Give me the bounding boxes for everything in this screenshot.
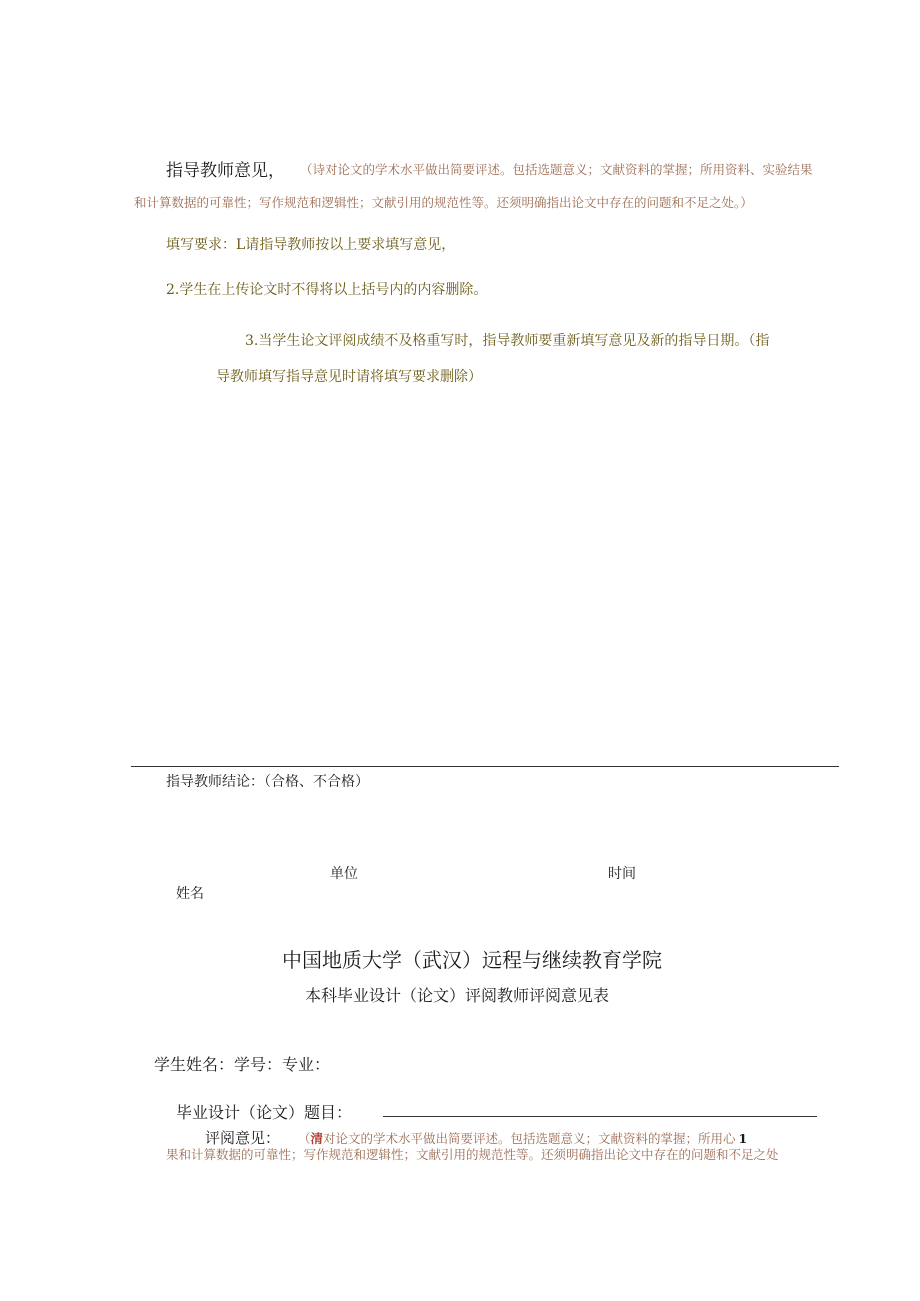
- thesis-title-underline: [383, 1116, 817, 1117]
- advisor-conclusion: 指导教师结论：（合格、不合格）: [166, 774, 369, 790]
- review-note-open-paren: （: [298, 1131, 311, 1146]
- review-note-line-1-text: 对论文的学术水平做出简要评述。包括选题意义；文献资料的掌握；所用心: [323, 1131, 736, 1146]
- review-form-subtitle: 本科毕业设计（论文）评阅教师评阅意见表: [305, 986, 610, 1005]
- advisor-note-line-2: 和计算数据的可靠性；写作规范和逻辑性；文献引用的规范性等。还须明确指出论文中存在的问题和不足之处。）: [134, 195, 753, 210]
- review-note-accent-char: 清: [310, 1131, 324, 1146]
- fill-requirement-3-line-2: 导教师填写指导意见时请将填写要求删除）: [216, 369, 482, 385]
- name-label: 姓名: [176, 886, 204, 902]
- unit-label: 单位: [330, 866, 358, 882]
- fill-requirement-1: 填写要求：L请指导教师按以上要求填写意见，: [166, 237, 456, 253]
- advisor-note-line-1: （诗对论文的学术水平做出简要评述。包括选题意义；文献资料的掌握；所用资料、实验结果: [300, 162, 813, 177]
- fill-requirement-3-line-1: 3.当学生论文评阅成绩不及格重写时，指导教师要重新填写意见及新的指导日期。（指: [245, 333, 770, 349]
- fill-requirement-2: 2.学生在上传论文时不得将以上括号内的内容删除。: [166, 282, 488, 298]
- time-label: 时间: [608, 866, 636, 882]
- review-note-line-2: 果和计算数据的可靠性；写作规范和逻辑性；文献引用的规范性等。还须明确指出论文中存在的问题和不足之处: [166, 1147, 779, 1162]
- student-info-fields: 学生姓名：学号：专业：: [154, 1055, 331, 1074]
- review-note-tail: 1: [738, 1131, 748, 1146]
- review-opinion-heading: 评阅意见：: [205, 1129, 281, 1147]
- review-form-title: 中国地质大学（武汉）远程与继续教育学院: [282, 948, 662, 972]
- section-divider: [131, 766, 839, 767]
- advisor-opinion-heading: 指导教师意见，: [166, 161, 285, 181]
- thesis-title-label: 毕业设计（论文）题目：: [176, 1103, 353, 1122]
